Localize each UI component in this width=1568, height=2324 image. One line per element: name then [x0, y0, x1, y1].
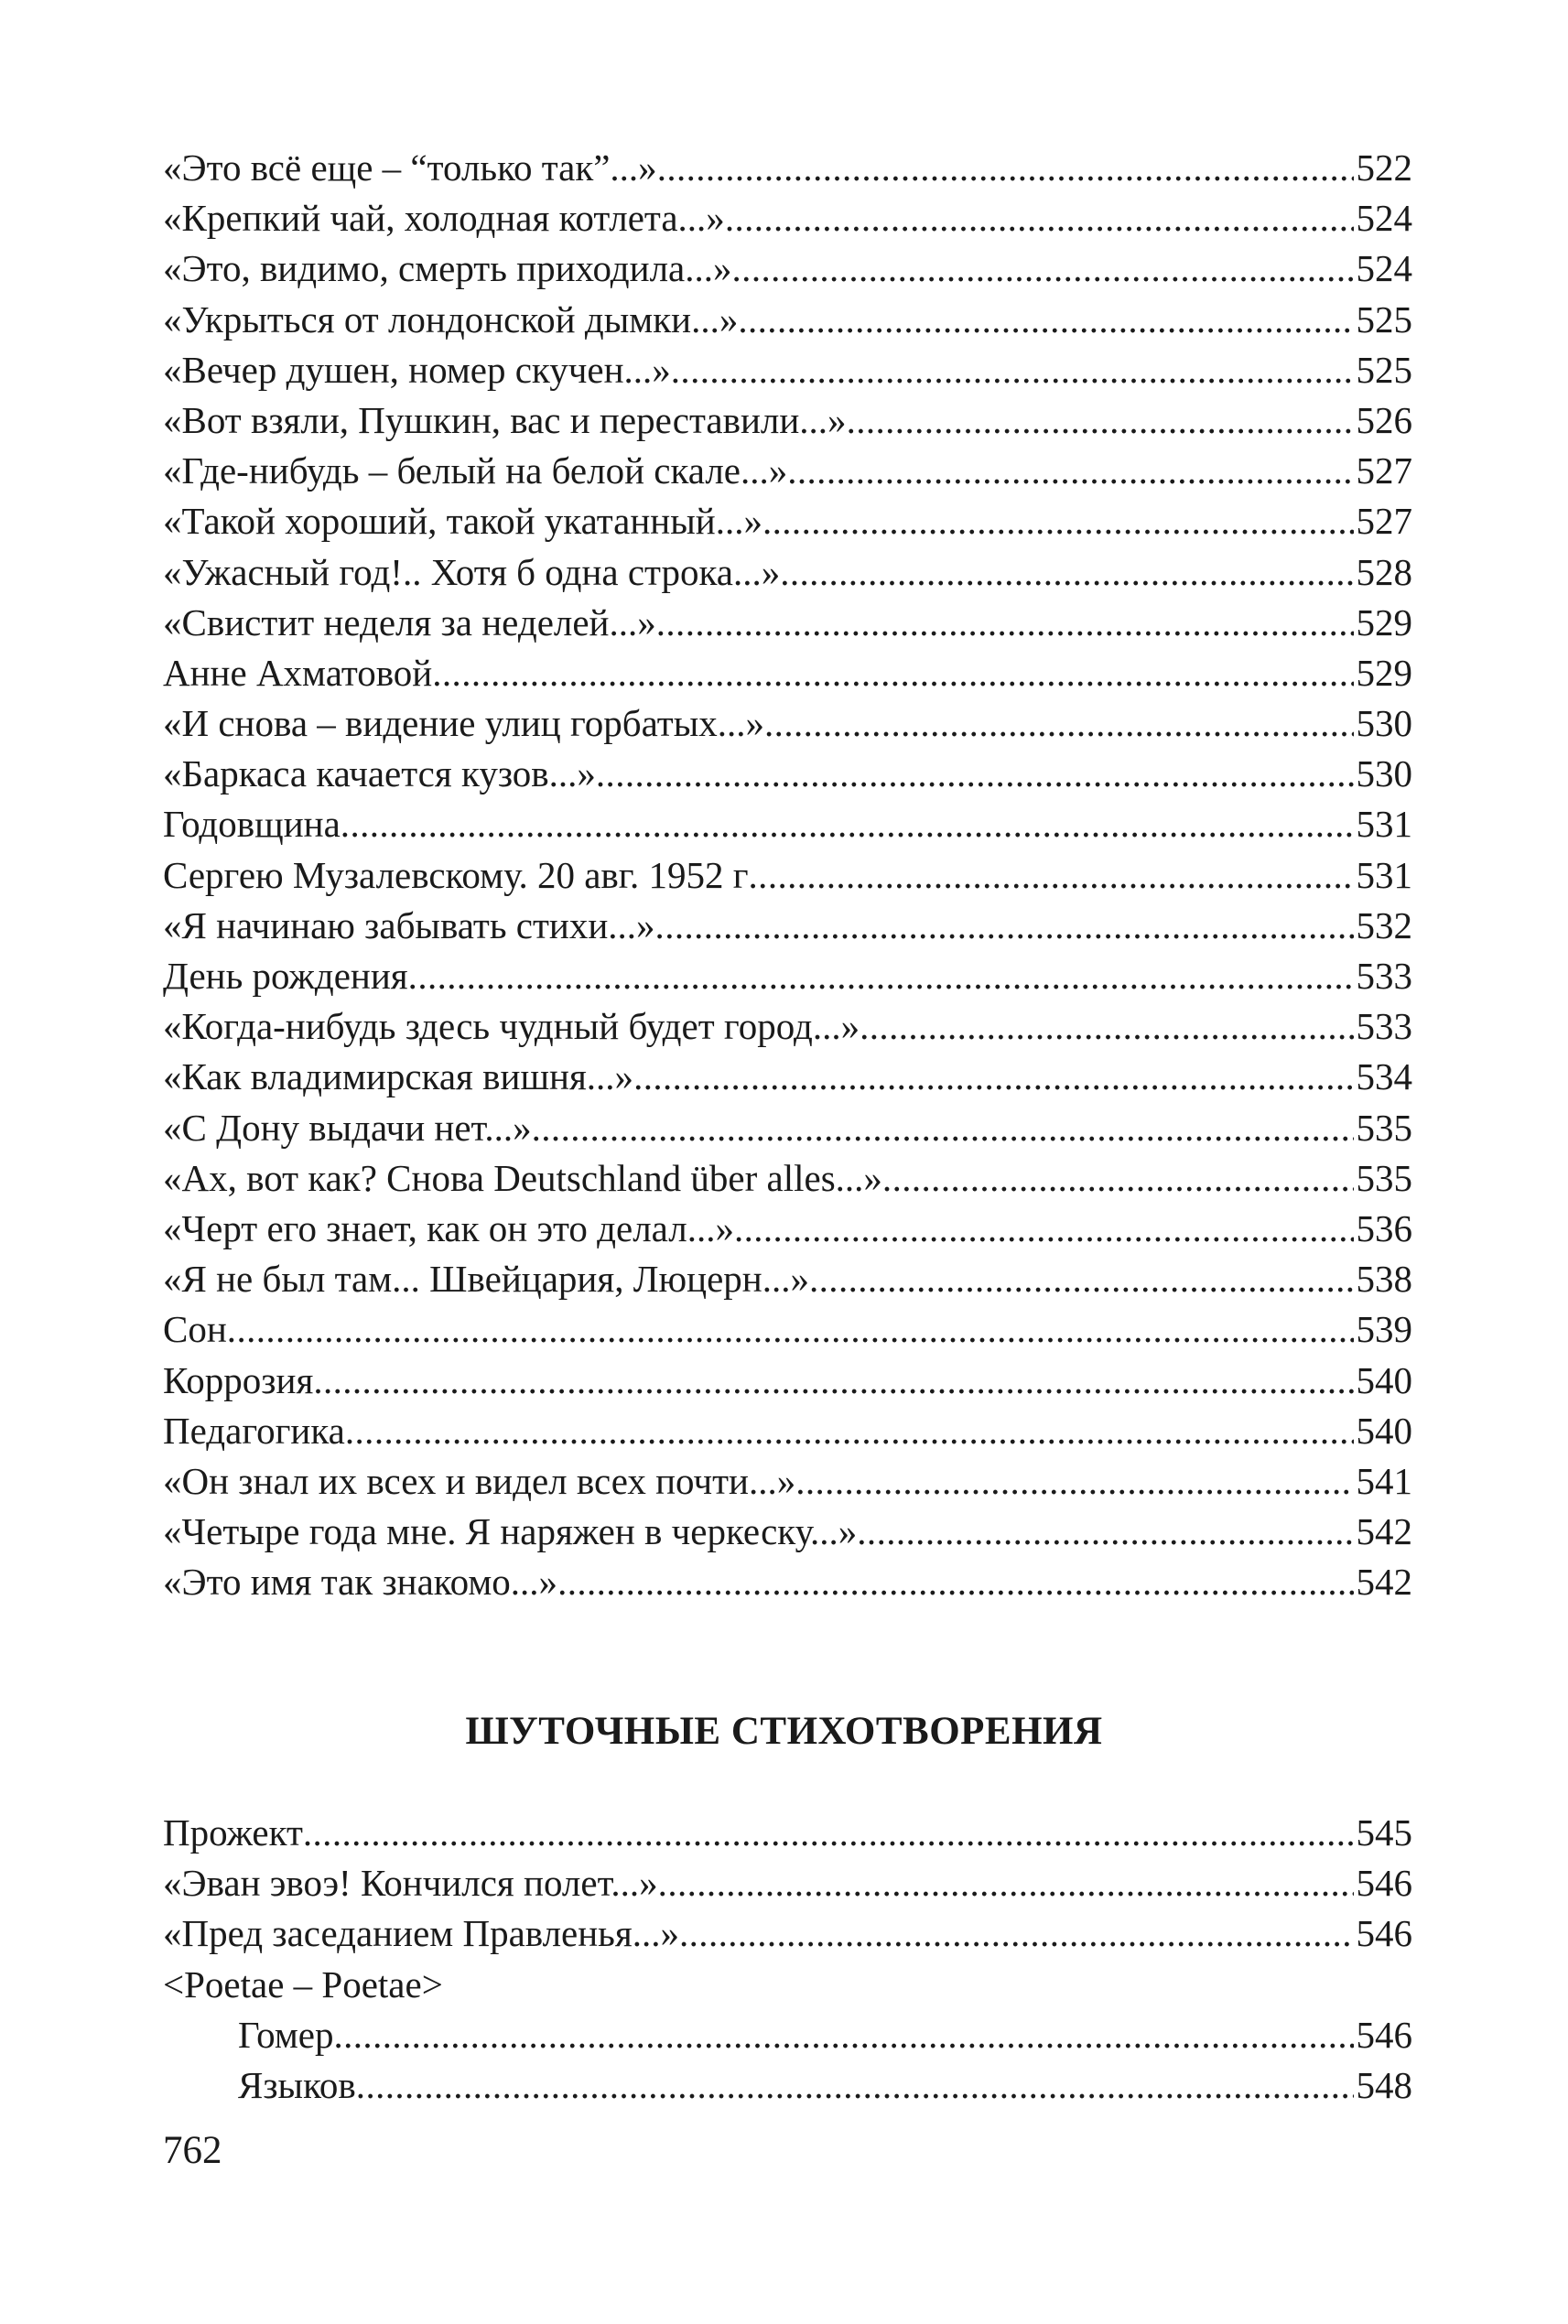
toc-entry-page: 533: [1356, 955, 1412, 997]
toc-entry: [163, 2060, 1412, 2111]
toc-entry-title: «Я начинаю забывать стихи...»: [163, 903, 655, 946]
dot-leader: [734, 1204, 1354, 1254]
dot-leader: [749, 850, 1354, 901]
dot-leader: [557, 1557, 1353, 1607]
dot-leader: [780, 547, 1353, 598]
toc-entry: [163, 1960, 1412, 2010]
toc-entry-page: 531: [1356, 853, 1412, 896]
toc-entry-title: «Пред заседанием Правленья...»: [163, 1912, 679, 1955]
toc-entry-title: «Четыре года мне. Я наряжен в черкеску...»: [163, 1510, 858, 1553]
toc-entry: [163, 1001, 1412, 1052]
toc-entry: [163, 1153, 1412, 1204]
dot-leader: [655, 901, 1354, 951]
toc-entry-page: 540: [1356, 1358, 1412, 1401]
toc-entry-title: «Где-нибудь – белый на белой скале...»: [163, 449, 788, 492]
dot-leader: [657, 143, 1354, 193]
toc-entry: [163, 2010, 1412, 2060]
toc-entry: [163, 799, 1412, 849]
toc-entry-title: «И снова – видение улиц горбатых...»: [163, 702, 765, 745]
toc-entry: [163, 901, 1412, 951]
toc-entry: [163, 1908, 1412, 1959]
toc-entry-title: «Эван эвоэ! Кончился полет...»: [163, 1862, 658, 1905]
toc-entry-page: 527: [1356, 449, 1412, 492]
toc-entry-title: День рождения: [163, 955, 408, 997]
toc-entry-title: «Он знал их всех и видел всех почти...»: [163, 1459, 796, 1502]
toc-entry-page: 546: [1356, 1862, 1412, 1905]
toc-entry-title: Прожект: [163, 1811, 303, 1854]
toc-entry: [163, 1808, 1412, 1858]
toc-entry-page: 536: [1356, 1206, 1412, 1249]
dot-leader: [303, 1808, 1354, 1858]
toc-entry: [163, 1858, 1412, 1908]
toc-entry: [163, 698, 1412, 749]
toc-entry-title: «С Дону выдачи нет...»: [163, 1106, 532, 1149]
toc-entry: [163, 193, 1412, 243]
dot-leader: [341, 799, 1354, 849]
toc-entry-page: 541: [1356, 1459, 1412, 1502]
dot-leader: [882, 1153, 1354, 1204]
toc-entry-page: 524: [1356, 247, 1412, 290]
toc-entry-title: «Крепкий чай, холодная котлета...»: [163, 197, 725, 240]
dot-leader: [432, 648, 1353, 698]
dot-leader: [356, 2060, 1354, 2111]
toc-entry-title: «Баркаса качается кузов...»: [163, 752, 596, 795]
dot-leader: [857, 1507, 1353, 1557]
dot-leader: [847, 395, 1354, 446]
dot-leader: [732, 243, 1354, 294]
toc-entry-title: «Ах, вот как? Снова Deutschland über alles...»: [163, 1156, 882, 1199]
toc-entry: [163, 1103, 1412, 1153]
table-of-contents-part-1: [163, 143, 1412, 1607]
toc-entry-page: 548: [1356, 2063, 1412, 2106]
toc-entry-title: «Как владимирская вишня...»: [163, 1055, 634, 1098]
toc-entry-page: 533: [1356, 1005, 1412, 1048]
dot-leader: [633, 1052, 1353, 1102]
toc-entry-page: 532: [1356, 903, 1412, 946]
toc-entry: [163, 496, 1412, 546]
dot-leader: [596, 749, 1354, 799]
toc-entry: [163, 1304, 1412, 1355]
toc-entry-page: 528: [1356, 550, 1412, 593]
toc-entry-title: Анне Ахматовой: [163, 651, 433, 694]
toc-entry: [163, 395, 1412, 446]
dot-leader: [787, 446, 1353, 496]
toc-entry-page: 542: [1356, 1510, 1412, 1553]
toc-entry-page: 545: [1356, 1811, 1412, 1854]
toc-entry-page: 525: [1356, 348, 1412, 391]
toc-entry-page: 546: [1356, 2013, 1412, 2056]
toc-entry-title: Педагогика: [163, 1409, 345, 1452]
toc-entry: [163, 1356, 1412, 1406]
toc-entry-page: 529: [1356, 600, 1412, 643]
dot-leader: [333, 2010, 1353, 2060]
toc-entry-title: <Poetae – Poetae>: [163, 1962, 443, 2005]
toc-entry-page: 530: [1356, 702, 1412, 745]
section-heading: ШУТОЧНЫЕ СТИХОТВОРЕНИЯ: [465, 1710, 1103, 1753]
toc-entry-title: «Когда-нибудь здесь чудный будет город...»: [163, 1005, 860, 1048]
dot-leader: [408, 951, 1354, 1001]
dot-leader: [809, 1254, 1354, 1304]
table-of-contents-part-2: [163, 1808, 1412, 2111]
toc-entry-title: Языков: [238, 2063, 356, 2106]
toc-entry: [163, 850, 1412, 901]
toc-entry-page: 524: [1356, 197, 1412, 240]
toc-entry-page: 542: [1356, 1561, 1412, 1604]
toc-entry: [163, 345, 1412, 395]
toc-entry-page: 522: [1356, 146, 1412, 189]
toc-entry-title: «Укрыться от лондонской дымки...»: [163, 297, 739, 340]
toc-entry-page: 535: [1356, 1106, 1412, 1149]
toc-entry-page: 540: [1356, 1409, 1412, 1452]
dot-leader: [671, 345, 1354, 395]
toc-entry: [163, 1254, 1412, 1304]
toc-entry-page: 529: [1356, 651, 1412, 694]
dot-leader: [227, 1304, 1354, 1355]
toc-entry-page: 535: [1356, 1156, 1412, 1199]
dot-leader: [860, 1001, 1353, 1052]
toc-entry-title: «Такой хороший, такой укатанный...»: [163, 500, 762, 543]
toc-entry-title: «Это, видимо, смерть приходила...»: [163, 247, 732, 290]
toc-entry-title: «Это имя так знакомо...»: [163, 1561, 558, 1604]
toc-entry: [163, 951, 1412, 1001]
toc-entry-page: 526: [1356, 398, 1412, 441]
dot-leader: [762, 496, 1354, 546]
toc-entry: [163, 1052, 1412, 1102]
toc-entry-page: 525: [1356, 297, 1412, 340]
toc-entry-page: 534: [1356, 1055, 1412, 1098]
toc-entry: [163, 446, 1412, 496]
toc-entry-title: «Свистит неделя за неделей...»: [163, 600, 656, 643]
toc-entry-title: «Я не был там... Швейцария, Люцерн...»: [163, 1258, 809, 1301]
toc-entry: [163, 547, 1412, 598]
toc-entry-title: «Вот взяли, Пушкин, вас и переставили...»: [163, 398, 847, 441]
toc-entry: [163, 243, 1412, 294]
toc-entry-page: 539: [1356, 1308, 1412, 1351]
toc-entry: [163, 295, 1412, 345]
toc-entry-title: «Черт его знает, как он это делал...»: [163, 1206, 734, 1249]
dot-leader: [658, 1858, 1354, 1908]
toc-entry: [163, 1406, 1412, 1456]
dot-leader: [345, 1406, 1354, 1456]
dot-leader: [795, 1456, 1353, 1507]
toc-entry-title: Гомер: [238, 2013, 334, 2056]
dot-leader: [656, 598, 1354, 648]
toc-entry: [163, 1557, 1412, 1607]
toc-entry: [163, 598, 1412, 648]
toc-entry: [163, 143, 1412, 193]
toc-entry-page: 530: [1356, 752, 1412, 795]
toc-entry: [163, 648, 1412, 698]
toc-entry-page: 531: [1356, 803, 1412, 846]
toc-entry-title: «Ужасный год!.. Хотя б одна строка...»: [163, 550, 781, 593]
toc-entry-page: 527: [1356, 500, 1412, 543]
toc-entry-title: «Вечер душен, номер скучен...»: [163, 348, 671, 391]
page-number: 762: [163, 2129, 222, 2172]
toc-entry-title: Сон: [163, 1308, 227, 1351]
toc-entry-page: 538: [1356, 1258, 1412, 1301]
dot-leader: [532, 1103, 1354, 1153]
toc-entry-title: Сергею Музалевскому. 20 авг. 1952 г: [163, 853, 749, 896]
toc-entry-title: Коррозия: [163, 1358, 314, 1401]
toc-entry: [163, 1204, 1412, 1254]
dot-leader: [764, 698, 1353, 749]
dot-leader: [738, 295, 1353, 345]
dot-leader: [679, 1908, 1354, 1959]
toc-entry-title: «Это всё еще – “только так”...»: [163, 146, 657, 189]
dot-leader: [313, 1356, 1353, 1406]
toc-entry: [163, 749, 1412, 799]
toc-entry: [163, 1456, 1412, 1507]
toc-entry: [163, 1507, 1412, 1557]
toc-entry-title: Годовщина: [163, 803, 341, 846]
dot-leader: [725, 193, 1354, 243]
toc-entry-page: 546: [1356, 1912, 1412, 1955]
